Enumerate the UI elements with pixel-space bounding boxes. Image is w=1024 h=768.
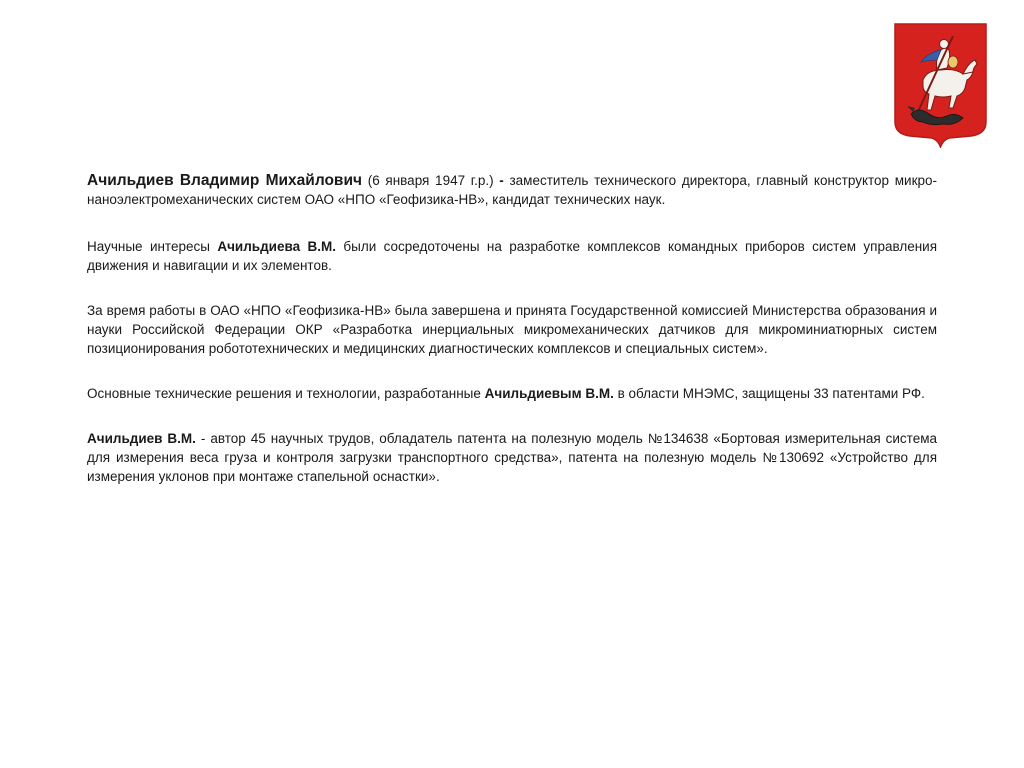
- interests-paragraph: [87, 237, 937, 275]
- publications-name: Ачильдиев В.М.: [87, 431, 196, 446]
- person-name: Ачильдиев Владимир Михайлович: [87, 172, 362, 189]
- work-text: За время работы в ОАО «НПО «Геофизика-НВ» была завершена и принята Государственной комиссией Министерства образования и науки Российской Федерации ОКР «Разработка инерциальных микромеханических датчиков для микроминиатюрных систем позиционирования робототехнических и медицинских диагностических комплексов и специальных систем».: [87, 303, 937, 356]
- dash: -: [499, 173, 510, 188]
- patents-lead: Основные технические решения и технологии, разработанные: [87, 386, 485, 401]
- biography-text: [87, 171, 937, 512]
- work-paragraph: [87, 301, 937, 358]
- interests-name: Ачильдиева В.М.: [217, 239, 336, 254]
- patents-paragraph: [87, 384, 937, 403]
- interests-text: были сосредоточены на разработке комплексов командных приборов систем управления движения и навигации и их элементов.: [87, 239, 938, 273]
- intro-paragraph: [87, 171, 937, 209]
- birth-date: (6 января 1947 г.р.): [362, 173, 500, 188]
- publications-text: - автор 45 научных трудов, обладатель патента на полезную модель №134638 «Бортовая измерительная система для измерения веса груза и контроля загрузки транспортного средства», патента на полезную модель №130692 «Устройство для измерения уклонов при монтаже стапельной оснастки».: [87, 431, 938, 484]
- patents-text: в области МНЭМС, защищены 33 патентами РФ.: [613, 386, 925, 401]
- interests-lead: Научные интересы: [87, 239, 218, 254]
- position-text: заместитель технического директора, главный конструктор микро-наноэлектромеханических систем ОАО «НПО «Геофизика-НВ», кандидат технических наук.: [87, 173, 938, 207]
- publications-paragraph: [87, 429, 937, 486]
- patents-name: Ачильдиевым В.М.: [484, 386, 614, 401]
- moscow-coat-of-arms-icon: [893, 22, 988, 148]
